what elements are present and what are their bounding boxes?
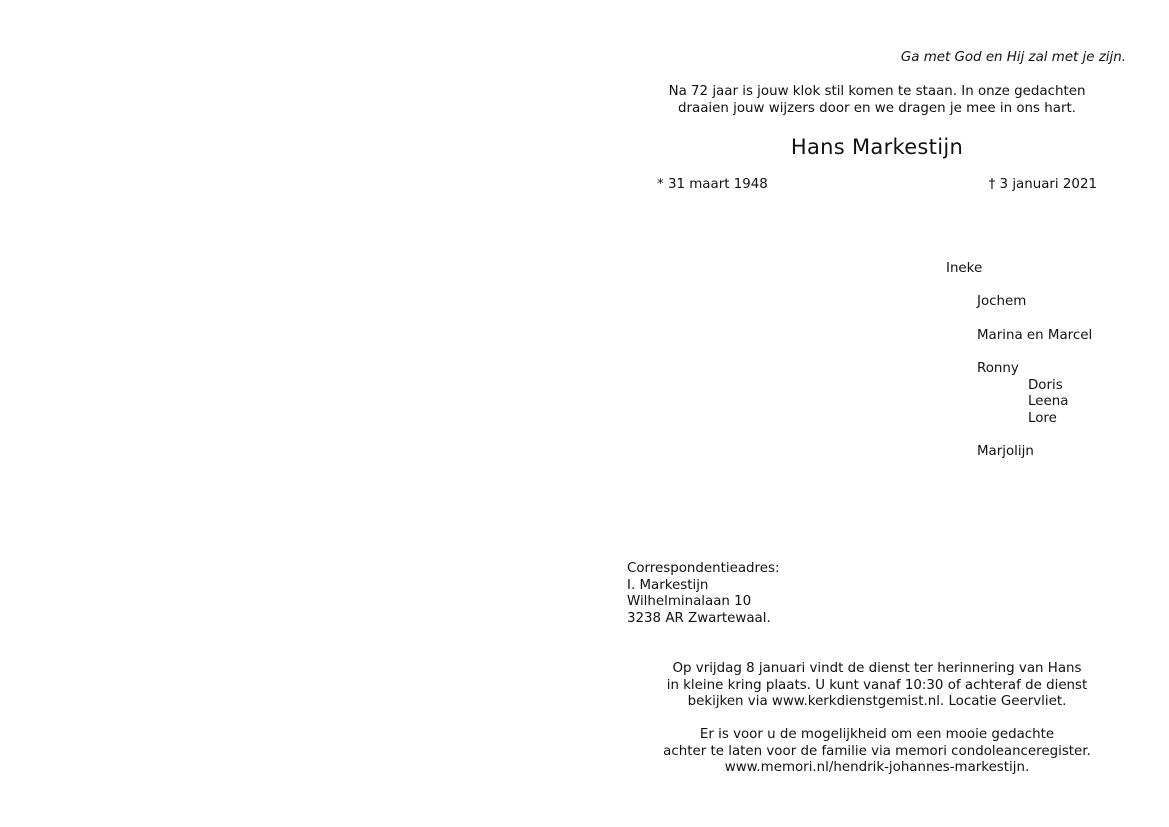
poem-line: Na 72 jaar is jouw klok stil komen te staan. In onze gedachten [668, 84, 1086, 99]
quote-text: Ga met God en Hij zal met je zijn. [900, 50, 1126, 65]
correspondence-heading: Correspondentieadres: [627, 561, 780, 576]
condolence-line: Er is voor u de mogelijkheid om een mooie gedachte [699, 727, 1055, 742]
correspondence-address [627, 561, 780, 627]
family-member-ronny: Ronny [977, 361, 1019, 376]
grandchild-leena: Leena [1028, 394, 1069, 409]
grandchild-lore: Lore [1028, 411, 1057, 426]
correspondence-line: Wilhelminalaan 10 [627, 594, 752, 609]
service-line: bekijken via www.kerkdienstgemist.nl. Locatie Geervliet. [687, 694, 1067, 709]
service-line: in kleine kring plaats. U kunt vanaf 10:30 of achteraf de dienst [666, 677, 1088, 693]
family-member-marjolijn: Marjolijn [977, 444, 1034, 459]
service-information [627, 661, 1127, 777]
poem-text [627, 83, 1127, 117]
family-spouse: Ineke [946, 261, 983, 276]
condolence-url: www.memori.nl/hendrik-johannes-markestijn. [724, 760, 1030, 775]
death-date: † 3 januari 2021 [988, 177, 1097, 192]
family-member-marina: Marina en Marcel [977, 328, 1093, 343]
deceased-name: Hans Markestijn [790, 135, 964, 159]
family-member-jochem: Jochem [977, 294, 1027, 309]
correspondence-line: I. Markestijn [627, 577, 709, 593]
birth-date: * 31 maart 1948 [657, 177, 768, 192]
correspondence-line: 3238 AR Zwartewaal. [627, 610, 771, 626]
service-spacer [627, 711, 1127, 728]
condolence-line: achter te laten voor de familie via memori condoleanceregister. [663, 743, 1091, 759]
service-line: Op vrijdag 8 januari vindt de dienst ter herinnering van Hans [672, 661, 1082, 676]
grandchild-doris: Doris [1028, 378, 1063, 393]
poem-line: draaien jouw wijzers door en we dragen je mee in ons hart. [678, 101, 1076, 116]
